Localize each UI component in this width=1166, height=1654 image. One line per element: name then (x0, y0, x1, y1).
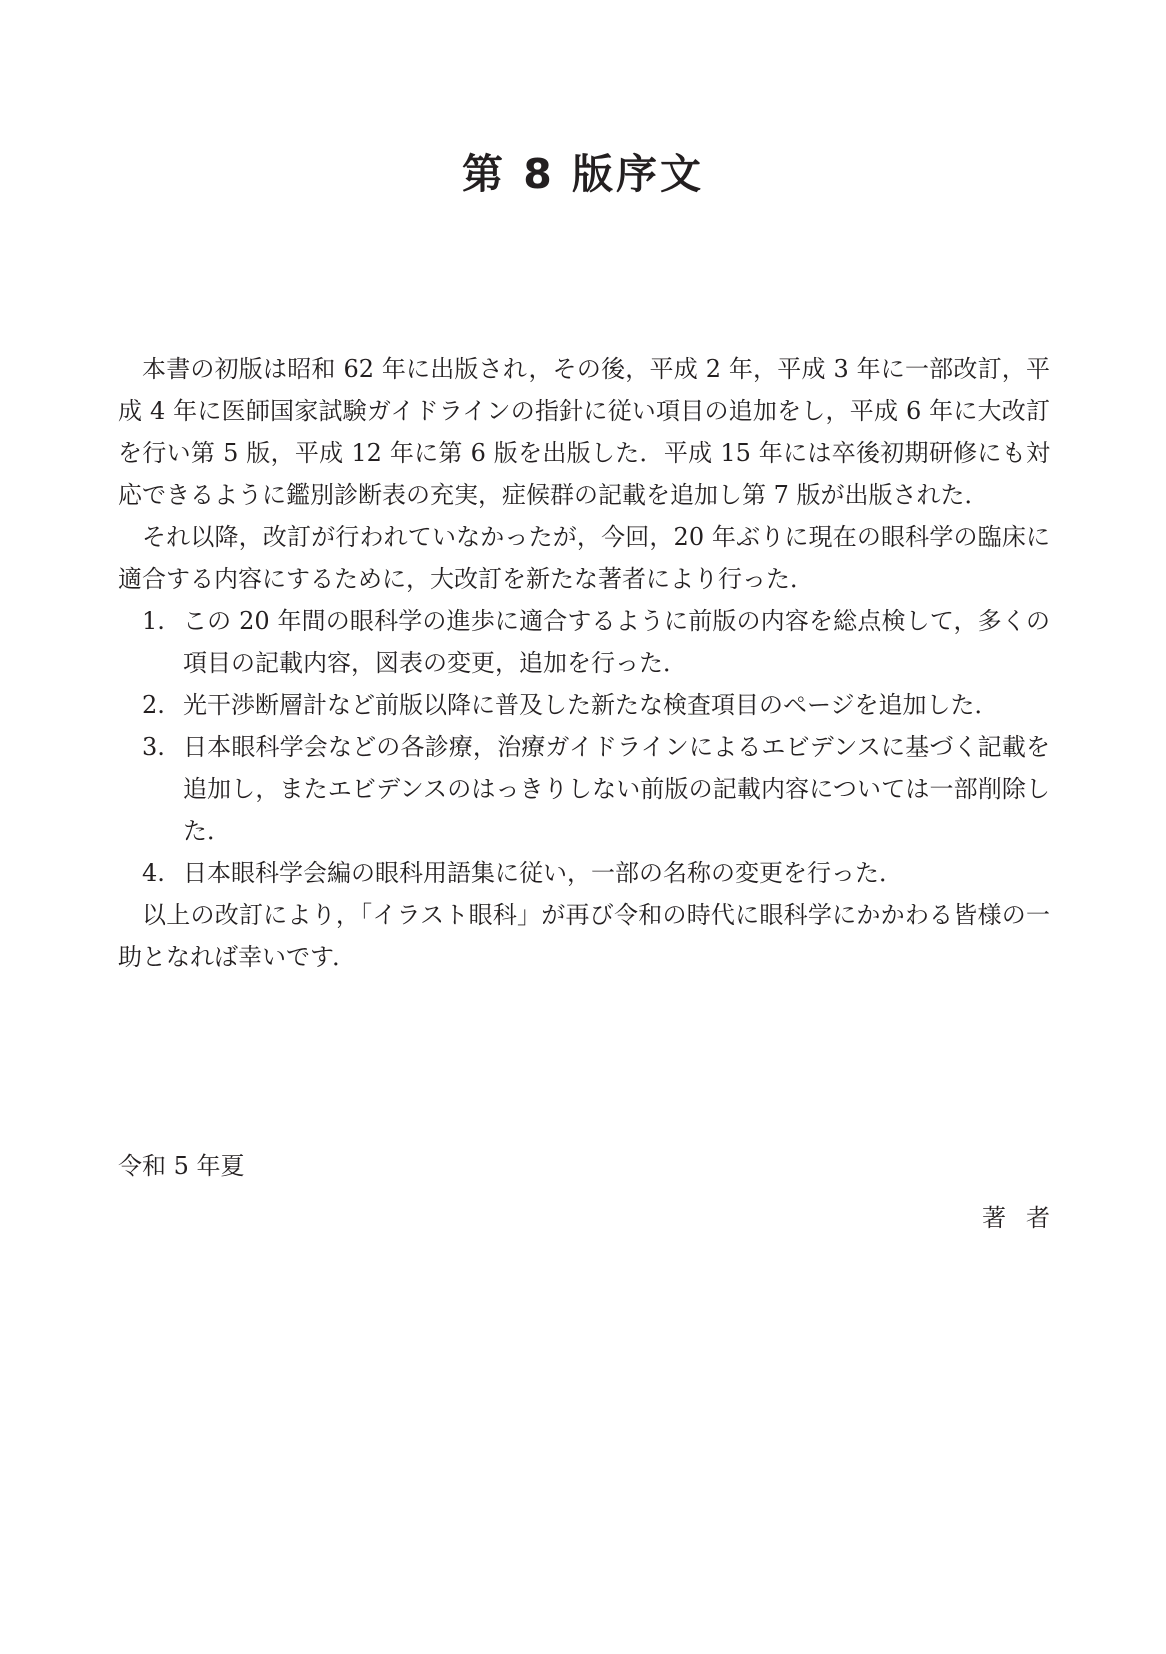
paragraph-revision-intro: それ以降，改訂が行われていなかったが，今回，20 年ぶりに現在の眼科学の臨床に適合する内容にするために，大改訂を新たな著者により行った． (118, 523, 1050, 593)
list-item-number: 2. (142, 691, 165, 719)
list-item-number: 3. (142, 733, 165, 761)
date-line: 令和 5 年夏 (118, 1152, 245, 1180)
author-signature: 著者 (982, 1204, 1070, 1232)
list-item-text: この 20 年間の眼科学の進歩に適合するように前版の内容を総点検して，多くの項目の記載内容，図表の変更，追加を行った． (183, 607, 1050, 677)
revision-list (118, 600, 1050, 894)
list-item (118, 600, 1050, 684)
list-item (118, 726, 1050, 852)
list-item-number: 1. (142, 607, 165, 635)
paragraph-conclusion: 以上の改訂により，「イラスト眼科」が再び令和の時代に眼科学にかかわる皆様の一助となれば幸いです． (118, 901, 1050, 971)
list-item-text: 日本眼科学会などの各診療，治療ガイドラインによるエビデンスに基づく記載を追加し，またエビデンスのはっきりしない前版の記載内容については一部削除した． (183, 733, 1050, 845)
list-item (118, 684, 1050, 726)
list-item-number: 4. (142, 859, 165, 887)
preface-body (118, 348, 1050, 978)
paragraph-history: 本書の初版は昭和 62 年に出版され，その後，平成 2 年，平成 3 年に一部改訂，平成 4 年に医師国家試験ガイドラインの指針に従い項目の追加をし，平成 6 年に大改訂を行い第 5 版，平成 12 年に第 6 版を出版した．平成 15 年には卒後初期研修にも対応できるように鑑別診断表の充実，症候群の記載を追加し第 7 版が出版された． (118, 355, 1050, 509)
list-item (118, 852, 1050, 894)
list-item-text: 光干渉断層計など前版以降に普及した新たな検査項目のページを追加した． (183, 691, 999, 719)
list-item-text: 日本眼科学会編の眼科用語集に従い，一部の名称の変更を行った． (183, 859, 903, 887)
closing-block (118, 1145, 1070, 1239)
page-title: 第 8 版序文 (461, 150, 705, 198)
